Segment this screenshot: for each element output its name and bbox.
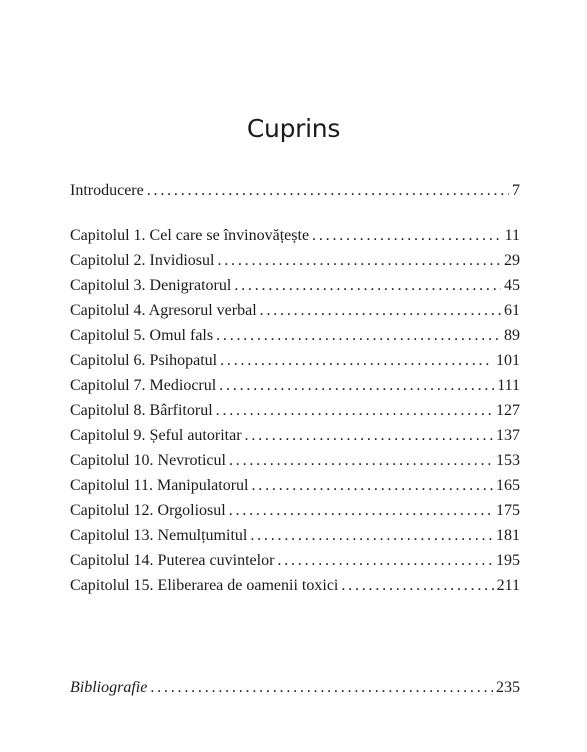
toc-entry-label: Capitolul 9. Șeful autoritar: [70, 427, 242, 444]
toc-entry-page-number: 111: [497, 377, 520, 394]
toc-entry-label: Capitolul 7. Mediocrul: [70, 377, 217, 394]
toc-entry-label: Capitolul 12. Orgoliosul: [70, 502, 226, 519]
toc-entry-page-number: 153: [496, 452, 520, 469]
dot-leader: [341, 573, 493, 598]
toc-entry-chapter-10: [70, 448, 520, 473]
dot-leader: [312, 223, 502, 248]
toc-entry-label: Capitolul 4. Agresorul verbal: [70, 302, 257, 319]
toc-entry-chapter-1: [70, 223, 520, 248]
dot-leader: [216, 398, 493, 423]
dot-leader: [245, 423, 493, 448]
toc-entry-label: Capitolul 10. Nevroticul: [70, 452, 226, 469]
toc-entry-label: Bibliografie: [70, 679, 148, 696]
toc-entry-label: Capitolul 6. Psihopatul: [70, 352, 218, 369]
toc-entry-chapter-11: [70, 473, 520, 498]
toc-entry-chapter-2: [70, 248, 520, 273]
toc-entry-label: Capitolul 13. Nemulțumitul: [70, 527, 248, 544]
toc-entry-label: Capitolul 5. Omul fals: [70, 327, 214, 344]
toc-entry-chapter-13: [70, 523, 520, 548]
toc-entry-chapter-5: [70, 323, 520, 348]
toc-entry-label: Capitolul 3. Denigratorul: [70, 277, 232, 294]
toc-entry-page-number: 101: [496, 352, 520, 369]
toc-entry-label: Capitolul 15. Eliberarea de oamenii toxici: [70, 577, 339, 594]
toc-entry-page-number: 235: [496, 679, 520, 696]
page-title: Cuprins: [246, 114, 341, 143]
toc-entry-page-number: 61: [504, 302, 520, 319]
toc-entry-label: Capitolul 1. Cel care se învinovățește: [70, 227, 310, 244]
toc-entry-label: Capitolul 2. Invidiosul: [70, 252, 215, 269]
dot-leader: [252, 473, 494, 498]
dot-leader: [229, 448, 493, 473]
toc-entry-label: Introducere: [70, 182, 144, 199]
toc-entry-chapter-14: [70, 548, 520, 573]
dot-leader: [220, 348, 493, 373]
toc-entry-introducere: [70, 178, 520, 203]
toc-chapters-list: [70, 223, 520, 598]
toc-entry-label: Capitolul 14. Puterea cuvintelor: [70, 552, 275, 569]
dot-leader: [234, 273, 501, 298]
toc-entry-page-number: 45: [504, 277, 520, 294]
dot-leader: [229, 498, 493, 523]
dot-leader: [277, 548, 493, 573]
toc-entry-page-number: 7: [512, 182, 520, 199]
toc-entry-page-number: 29: [504, 252, 520, 269]
toc-entry-bibliografie: [70, 675, 520, 700]
dot-leader: [260, 298, 501, 323]
toc-entry-page-number: 127: [496, 402, 520, 419]
dot-leader: [216, 323, 501, 348]
toc-entry-label: Capitolul 11. Manipulatorul: [70, 477, 249, 494]
toc-entry-chapter-3: [70, 273, 520, 298]
toc-entry-page-number: 195: [496, 552, 520, 569]
toc-entry-page-number: 89: [504, 327, 520, 344]
toc-entry-chapter-12: [70, 498, 520, 523]
toc-entry-page-number: 211: [496, 577, 520, 594]
toc-entry-chapter-8: [70, 398, 520, 423]
toc-entry-chapter-7: [70, 373, 520, 398]
toc-intro-section: [70, 178, 520, 203]
toc-entry-chapter-4: [70, 298, 520, 323]
toc-entry-chapter-15: [70, 573, 520, 598]
dot-leader: [250, 523, 493, 548]
toc-entry-page-number: 175: [496, 502, 520, 519]
toc-entry-page-number: 181: [496, 527, 520, 544]
dot-leader: [150, 675, 493, 700]
toc-entry-page-number: 165: [496, 477, 520, 494]
toc-entry-chapter-9: [70, 423, 520, 448]
dot-leader: [219, 373, 494, 398]
toc-bibliography-section: [70, 675, 520, 700]
toc-entry-chapter-6: [70, 348, 520, 373]
toc-entry-page-number: 137: [496, 427, 520, 444]
dot-leader: [217, 248, 501, 273]
dot-leader: [147, 178, 509, 203]
toc-entry-page-number: 11: [504, 227, 520, 244]
toc-entry-label: Capitolul 8. Bârfitorul: [70, 402, 213, 419]
